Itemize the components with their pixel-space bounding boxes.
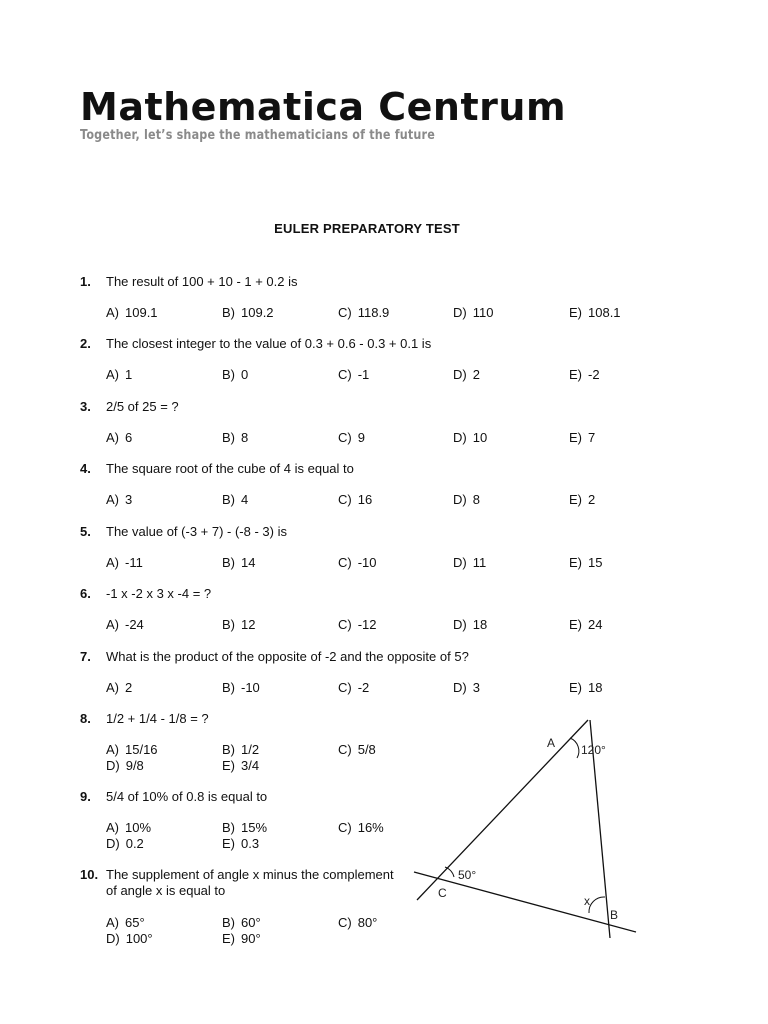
answer-option[interactable] <box>106 555 143 570</box>
question-number: 10. <box>80 867 99 882</box>
option-value: 90° <box>241 931 261 946</box>
question-text: The value of (-3 + 7) - (-8 - 3) is <box>106 524 287 539</box>
answer-option[interactable] <box>106 931 153 946</box>
option-value: 5/8 <box>357 742 376 757</box>
option-value: 11 <box>472 555 487 570</box>
answer-option[interactable] <box>106 820 151 835</box>
answer-option[interactable] <box>222 492 248 507</box>
question-number: 6. <box>80 586 91 601</box>
option-value: 15% <box>241 820 268 835</box>
angle-x-arc <box>589 897 605 913</box>
option-letter: E) <box>569 305 582 320</box>
option-value: 14 <box>241 555 256 570</box>
option-letter: D) <box>453 430 467 445</box>
option-value: 18 <box>588 680 603 695</box>
option-letter: E) <box>222 931 235 946</box>
option-value: 60° <box>241 915 261 930</box>
option-letter: E) <box>222 836 235 851</box>
answer-option[interactable] <box>106 758 144 773</box>
answer-option[interactable] <box>222 367 248 382</box>
answer-option[interactable] <box>453 555 486 570</box>
answer-option[interactable] <box>106 915 145 930</box>
option-value: 1 <box>125 367 133 382</box>
option-letter: E) <box>569 492 582 507</box>
option-value: 2 <box>472 367 480 382</box>
option-letter: B) <box>222 367 235 382</box>
question-number: 2. <box>80 336 91 351</box>
option-letter: D) <box>453 617 467 632</box>
triangle-figure <box>400 700 650 940</box>
option-value: 3 <box>472 680 480 695</box>
answer-option[interactable] <box>222 820 267 835</box>
vertex-c-label: C <box>438 886 447 900</box>
answer-option[interactable] <box>569 305 621 320</box>
option-value: 65° <box>125 915 145 930</box>
option-letter: E) <box>222 758 235 773</box>
option-value: 7 <box>588 430 596 445</box>
option-letter: A) <box>106 680 119 695</box>
question-text: The closest integer to the value of 0.3 + 0.6 - 0.3 + 0.1 is <box>106 336 432 351</box>
question-text: -1 x -2 x 3 x -4 = ? <box>106 586 212 601</box>
question-text: What is the product of the opposite of -2 and the opposite of 5? <box>106 649 469 664</box>
answer-option[interactable] <box>453 680 480 695</box>
answer-option[interactable] <box>222 430 248 445</box>
answer-option[interactable] <box>569 617 602 632</box>
option-letter: B) <box>222 915 235 930</box>
option-letter: C) <box>338 680 352 695</box>
answer-option[interactable] <box>338 367 369 382</box>
angle-a-arc <box>570 738 579 758</box>
answer-option[interactable] <box>338 305 389 320</box>
option-letter: A) <box>106 617 119 632</box>
option-value: 0 <box>241 367 249 382</box>
question-number: 8. <box>80 711 91 726</box>
answer-option[interactable] <box>222 617 255 632</box>
angle-c-label: 50° <box>458 868 477 882</box>
option-letter: C) <box>338 915 352 930</box>
answer-option[interactable] <box>106 430 132 445</box>
brand-tagline: Together, let’s shape the mathematicians of the future <box>80 128 435 143</box>
question-number: 7. <box>80 649 91 664</box>
line-ac <box>417 720 588 900</box>
question-text: 2/5 of 25 = ? <box>106 399 179 414</box>
answer-option[interactable] <box>106 305 158 320</box>
answer-option[interactable] <box>569 555 602 570</box>
question-number: 3. <box>80 399 91 414</box>
option-value: 100° <box>125 931 153 946</box>
answer-option[interactable] <box>106 492 132 507</box>
option-value: 9 <box>357 430 365 445</box>
option-letter: B) <box>222 820 235 835</box>
option-value: -2 <box>357 680 370 695</box>
option-value: 10% <box>125 820 152 835</box>
option-value: 16% <box>357 820 384 835</box>
brand-title: Mathematica Centrum <box>80 85 567 129</box>
option-letter: C) <box>338 820 352 835</box>
option-value: 3/4 <box>241 758 260 773</box>
option-value: 109.1 <box>125 305 158 320</box>
option-value: 118.9 <box>357 305 390 320</box>
option-letter: C) <box>338 492 352 507</box>
answer-option[interactable] <box>453 305 493 320</box>
answer-option[interactable] <box>569 430 595 445</box>
option-letter: A) <box>106 555 119 570</box>
option-letter: B) <box>222 305 235 320</box>
option-value: -1 <box>357 367 370 382</box>
question-text: The supplement of angle x minus the complement of angle x is equal to <box>106 867 394 898</box>
question-number: 4. <box>80 461 91 476</box>
option-value: 2 <box>125 680 133 695</box>
answer-option[interactable] <box>106 742 158 757</box>
option-value: 9/8 <box>125 758 144 773</box>
option-letter: D) <box>453 680 467 695</box>
vertex-b-label: B <box>610 908 619 922</box>
option-value: 0.3 <box>241 836 260 851</box>
option-letter: B) <box>222 680 235 695</box>
answer-option[interactable] <box>338 680 369 695</box>
angle-a-label: 120° <box>581 743 606 757</box>
option-letter: D) <box>106 758 120 773</box>
option-letter: A) <box>106 492 119 507</box>
option-letter: E) <box>569 555 582 570</box>
option-value: 108.1 <box>588 305 621 320</box>
option-letter: A) <box>106 305 119 320</box>
option-value: -2 <box>588 367 600 382</box>
question-text: 5/4 of 10% of 0.8 is equal to <box>106 789 268 804</box>
answer-option[interactable] <box>453 492 480 507</box>
option-letter: E) <box>569 680 582 695</box>
option-letter: C) <box>338 367 352 382</box>
option-letter: E) <box>569 617 582 632</box>
answer-option[interactable] <box>338 820 384 835</box>
option-letter: E) <box>569 430 582 445</box>
option-value: 15/16 <box>125 742 158 757</box>
option-value: 1/2 <box>241 742 260 757</box>
option-value: 0.2 <box>125 836 144 851</box>
option-letter: C) <box>338 617 352 632</box>
option-letter: D) <box>453 367 467 382</box>
answer-option[interactable] <box>106 680 132 695</box>
answer-option[interactable] <box>569 680 602 695</box>
angle-x-label: x <box>584 894 590 908</box>
option-value: 24 <box>588 617 603 632</box>
answer-option[interactable] <box>338 742 376 757</box>
option-value: 15 <box>588 555 603 570</box>
question-number: 9. <box>80 789 91 804</box>
answer-option[interactable] <box>453 617 487 632</box>
question-text: The result of 100 + 10 - 1 + 0.2 is <box>106 274 298 289</box>
line-cb <box>414 872 636 932</box>
option-letter: B) <box>222 430 235 445</box>
answer-option[interactable] <box>106 367 132 382</box>
option-letter: A) <box>106 820 119 835</box>
option-letter: C) <box>338 742 352 757</box>
answer-option[interactable] <box>222 680 260 695</box>
answer-option[interactable] <box>453 430 487 445</box>
option-letter: C) <box>338 555 352 570</box>
option-letter: A) <box>106 367 119 382</box>
option-value: 8 <box>472 492 480 507</box>
answer-option[interactable] <box>222 915 261 930</box>
option-letter: E) <box>569 367 582 382</box>
test-title: EULER PREPARATORY TEST <box>274 221 460 236</box>
option-letter: C) <box>338 305 352 320</box>
option-value: 18 <box>472 617 488 632</box>
option-value: 6 <box>125 430 133 445</box>
option-value: -10 <box>241 680 260 695</box>
option-value: -10 <box>357 555 377 570</box>
option-letter: A) <box>106 430 119 445</box>
answer-option[interactable] <box>222 836 259 851</box>
answer-option[interactable] <box>569 492 595 507</box>
brand-header <box>80 84 566 143</box>
option-value: 80° <box>357 915 378 930</box>
option-letter: D) <box>453 305 467 320</box>
answer-option[interactable] <box>338 492 372 507</box>
option-letter: B) <box>222 742 235 757</box>
answer-option[interactable] <box>338 430 365 445</box>
option-letter: A) <box>106 742 119 757</box>
answer-option[interactable] <box>222 742 259 757</box>
option-value: 16 <box>357 492 373 507</box>
answer-option[interactable] <box>453 367 480 382</box>
option-value: 12 <box>241 617 256 632</box>
question-text: 1/2 + 1/4 - 1/8 = ? <box>106 711 209 726</box>
question-number: 1. <box>80 274 91 289</box>
answer-option[interactable] <box>338 617 377 632</box>
vertex-a-label: A <box>547 736 556 750</box>
option-letter: B) <box>222 492 235 507</box>
answer-option[interactable] <box>222 931 261 946</box>
answer-option[interactable] <box>222 758 259 773</box>
option-value: -11 <box>125 555 143 570</box>
option-value: -12 <box>357 617 377 632</box>
question-text: The square root of the cube of 4 is equal to <box>106 461 354 476</box>
option-letter: D) <box>453 492 467 507</box>
answer-option[interactable] <box>222 555 255 570</box>
option-value: 10 <box>472 430 488 445</box>
option-letter: B) <box>222 617 235 632</box>
answer-option[interactable] <box>338 555 377 570</box>
option-letter: D) <box>453 555 467 570</box>
answer-option[interactable] <box>106 836 144 851</box>
option-value: 4 <box>241 492 249 507</box>
answer-option[interactable] <box>106 617 144 632</box>
option-value: -24 <box>125 617 144 632</box>
option-letter: D) <box>106 836 120 851</box>
option-letter: C) <box>338 430 352 445</box>
option-value: 8 <box>241 430 249 445</box>
option-letter: A) <box>106 915 119 930</box>
option-value: 110 <box>472 305 494 320</box>
answer-option[interactable] <box>569 367 600 382</box>
option-value: 109.2 <box>241 305 274 320</box>
answer-option[interactable] <box>338 915 377 930</box>
option-value: 3 <box>125 492 133 507</box>
option-value: 2 <box>588 492 596 507</box>
answer-option[interactable] <box>222 305 274 320</box>
option-letter: D) <box>106 931 120 946</box>
question-number: 5. <box>80 524 91 539</box>
option-letter: B) <box>222 555 235 570</box>
